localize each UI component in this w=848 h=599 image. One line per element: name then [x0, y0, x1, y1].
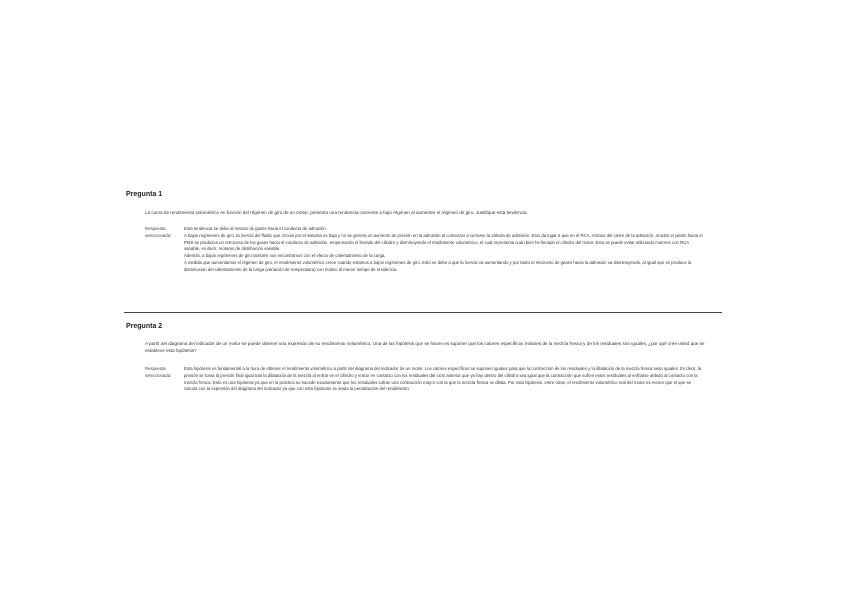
question-2-answer-label [145, 366, 185, 380]
question-2-text: A partir del diagrama del indicador de un motor se puede obtener una expresión de su rendimiento volumétrico. Una de las hipótesis que se hacen es suponer que los calores específicos molares de la mezcla fresca y de los residuales son iguales, ¿por qué cree usted que se establece esta hipótesis? [145, 341, 705, 353]
question-1-answer-label [145, 226, 185, 240]
question-divider [124, 312, 722, 313]
answer-paragraph: Además, a bajos regímenes de giro también nos encontramos con el efecto de calentamiento de la carga. [184, 253, 386, 259]
question-1-answer [184, 226, 704, 274]
answer-paragraph: A bajos regímenes de giro, la inercia del fluido que circula por el sistema es baja y no se genera un aumento de presión en la admisión al comenzar a cerrarse la válvula de admisión. Esto da lugar a que en el RCA, retraso del cierre de la admisión, al subir el pistón hacia el PMS se produzca un retroceso de los gases hacia el conducto de admisión, empeorando el llenado del cilindro y disminuyendo el rendimiento volumétrico, el cual representa cuan bien he llenado el cilindro del motor. Esto se puede evitar utilizando motores con RCA variable, es decir, motores de distribución variable. [184, 232, 703, 252]
question-1-text: La curva de rendimiento volumétrico en función del régimen de giro de un motor, presenta una tendencia creciente a bajo régimen al aumentar el régimen de giro. Justifique esta tendencia. [145, 210, 528, 215]
question-1-title: Pregunta 1 [126, 191, 163, 198]
answer-label-line1: Respuesta [145, 366, 166, 371]
answer-label-line1: Respuesta [145, 226, 166, 231]
question-2-answer [184, 366, 704, 393]
answer-paragraph: A medida que aumentamos el régimen de giro, el rendimiento volumétrico crece cuando estamos a bajos regímenes de giro. Esto se debe a que la inercia va aumentando y por tanto el retroceso de gases hacia la admisión va disminuyendo, al igual que se produce la disminución del calentamiento de la carga (variación de temperatura) con motivo al menor tiempo de residencia. [184, 259, 692, 272]
question-2-title: Pregunta 2 [126, 323, 163, 330]
answer-label-line2: seleccionada: [145, 232, 172, 238]
answer-paragraph: Esta tendencia se debe al retraso de gases hacia el conducto de admisión. [184, 226, 327, 231]
answer-label-line2: seleccionada: [145, 372, 172, 378]
answer-paragraph: Esta hipótesis es fundamental a la hora de obtener el rendimiento volumétrico a partir del diagrama del indicador de un motor. Los calores específicos se suponen iguales para que la contracción de los residuales y la dilatación de la mezcla fresca sean iguales. Es decir, la presión se toma la presión final igual tras la dilatación de la mezcla al entrar en el cilindro y entrar en contacto con los residuales del ciclo anterior que ya hay dentro del cilindro sea igual que la contracción que sufren estos residuales al enfriarse debido al contacto con la mezcla fresca. Esto es una hipótesis ya que en la práctica no sucede exactamente que los residuales sufran una contracción mayor con la que la mezcla fresca se dilata. Por esta hipótesis, entre otras, el rendimiento volumétrico real del motor es menor que el que se calcula con la expresión del diagrama del indicador ya que con esta hipótesis se anula la penalización del rendimiento. [184, 366, 702, 392]
